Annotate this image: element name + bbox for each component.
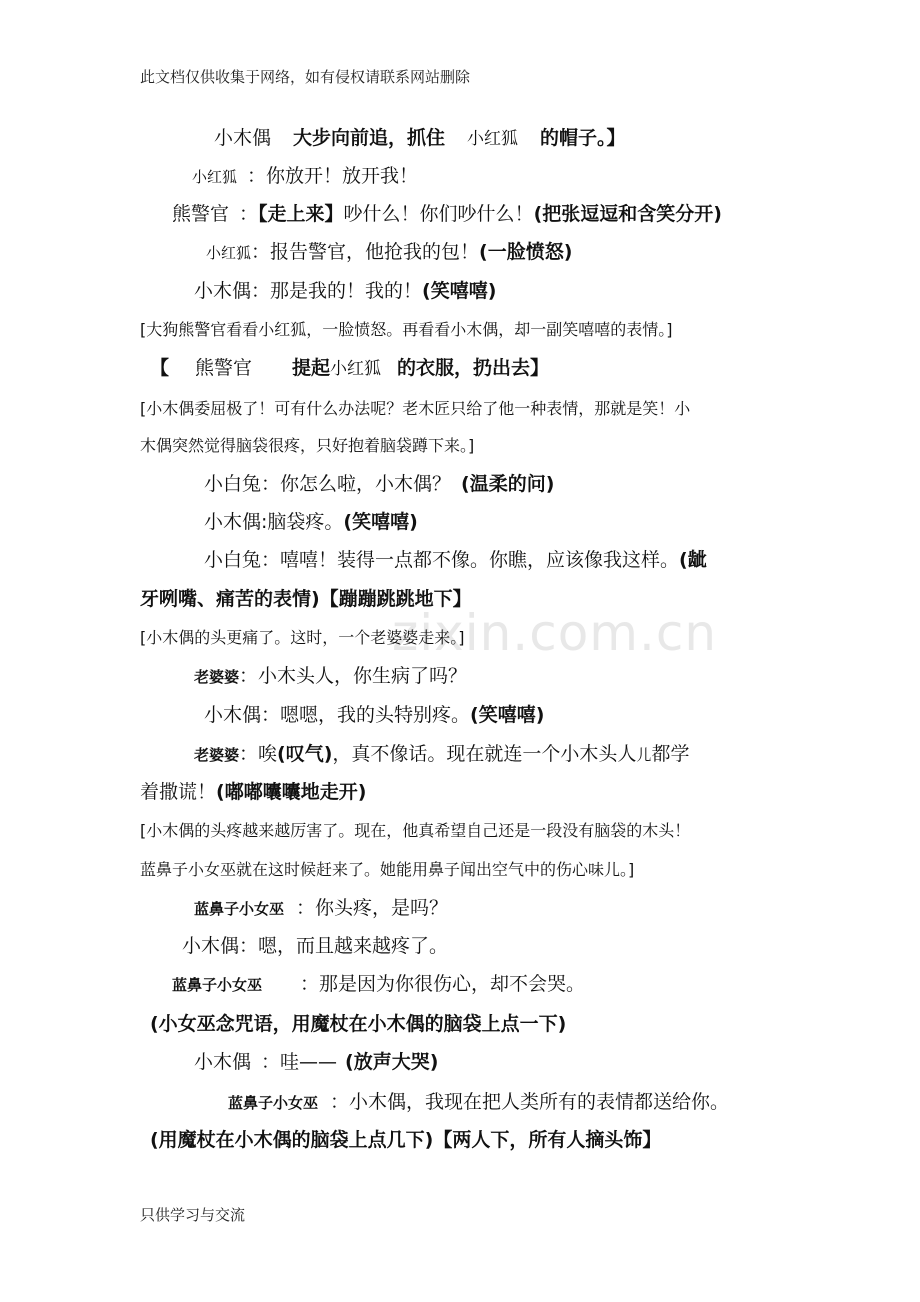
script-line: 小木偶:脑袋疼。(笑嘻嘻) [204, 511, 418, 533]
script-line: 小白兔：嘻嘻！装得一点都不像。你瞧，应该像我这样。(龇 [204, 549, 707, 571]
script-line: 老婆婆：唉(叹气)，真不像话。现在就连一个小木头人儿都学 [194, 743, 690, 765]
stage-direction: 蓝鼻子小女巫就在这时候赶来了。她能用鼻子闻出空气中的伤心味儿。] [140, 860, 635, 879]
header-note: 此文档仅供收集于网络，如有侵权请联系网站删除 [140, 68, 471, 86]
script-line: 小白兔：你怎么啦，小木偶？ (温柔的问) [204, 473, 555, 495]
stage-direction: 木偶突然觉得脑袋很疼，只好抱着脑袋蹲下来。] [140, 436, 475, 455]
script-line: (用魔杖在小木偶的脑袋上点几下)【两人下，所有人摘头饰】 [150, 1129, 662, 1151]
script-line: 熊警官 ：【走上来】吵什么！你们吵什么！(把张逗逗和含笑分开) [172, 203, 722, 225]
script-line: 蓝鼻子小女巫 ：那是因为你很伤心，却不会哭。 [172, 973, 586, 995]
script-line: 【 熊警官 提起小红狐 的衣服，扔出去】 [150, 357, 550, 379]
stage-direction: [小木偶委屈极了！可有什么办法呢？老木匠只给了他一种表情，那就是笑！小 [140, 399, 691, 418]
script-line: 小红狐 ：你放开！放开我！ [192, 165, 419, 187]
script-line: 蓝鼻子小女巫 ：小木偶，我现在把人类所有的表情都送给你。 [228, 1091, 730, 1113]
script-line: 小木偶 ：哇—— (放声大哭) [194, 1051, 439, 1073]
script-line: (小女巫念咒语，用魔杖在小木偶的脑袋上点一下) [150, 1013, 567, 1035]
stage-direction: [小木偶的头更痛了。这时，一个老婆婆走来。] [140, 628, 465, 647]
stage-direction: [大狗熊警官看看小红狐，一脸愤怒。再看看小木偶，却一副笑嘻嘻的表情。] [140, 320, 673, 339]
script-line: 老婆婆：小木头人，你生病了吗？ [194, 665, 468, 687]
script-line: 小红狐：报告警官，他抢我的包！(一脸愤怒) [206, 241, 573, 263]
script-line: 小木偶 大步向前追，抓住 小红狐 的帽子。】 [214, 127, 626, 149]
watermark: zixin.com.cn [392, 604, 718, 662]
stage-direction: [小木偶的头疼越来越厉害了。现在，他真希望自己还是一段没有脑袋的木头！ [140, 821, 691, 840]
script-line: 着撒谎！(嘟嘟囔囔地走开) [140, 781, 367, 803]
script-line: 小木偶：嗯，而且越来越疼了。 [182, 935, 449, 957]
script-line: 蓝鼻子小女巫 ：你头疼，是吗？ [194, 897, 449, 919]
footer-note: 只供学习与交流 [140, 1206, 246, 1224]
script-line: 小木偶：那是我的！我的！(笑嘻嘻) [194, 280, 497, 302]
script-line: 牙咧嘴、痛苦的表情)【蹦蹦跳跳地下】 [140, 588, 472, 610]
script-line: 小木偶：嗯嗯，我的头特别疼。(笑嘻嘻) [204, 704, 545, 726]
